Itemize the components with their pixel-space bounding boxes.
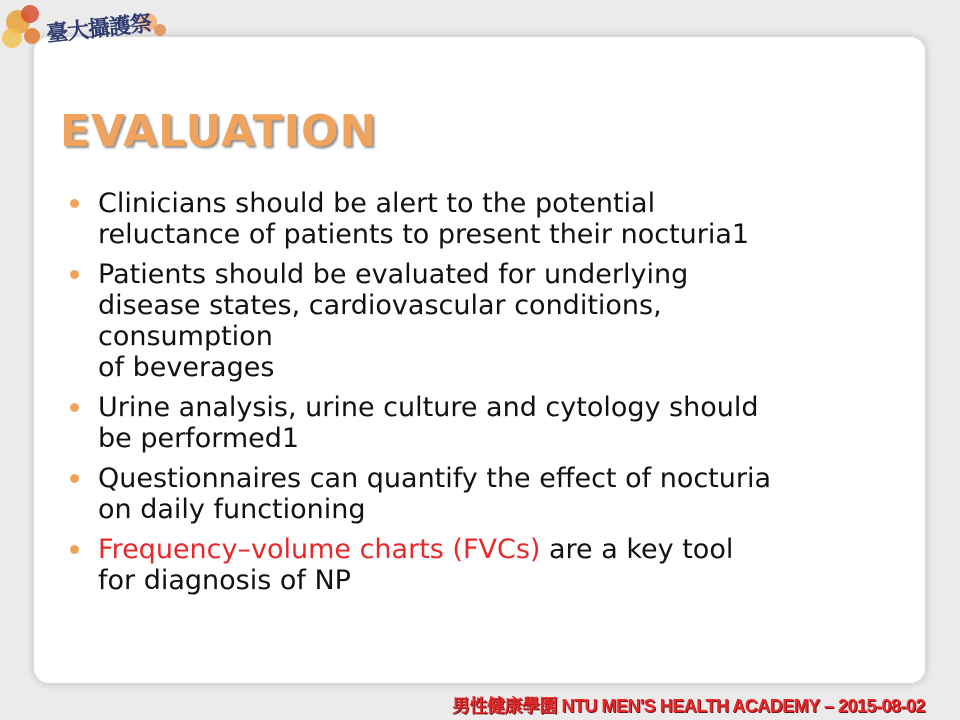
bullet-item (70, 188, 910, 250)
bullet-dot-icon (70, 474, 79, 483)
bullet-item (70, 463, 910, 525)
bullet-line: Patients should be evaluated for underlying (98, 259, 689, 290)
footer-banner: 男性健康學園 NTU MEN'S HEALTH ACADEMY – 2015-08-02 (452, 696, 926, 716)
bullet-list (70, 188, 910, 605)
slide-title: EVALUATION (60, 106, 378, 157)
bullet-line: Clinicians should be alert to the potential (98, 188, 656, 219)
bullet-line: be performed1 (98, 423, 300, 454)
bullet-dot-icon (70, 545, 79, 554)
bullet-line: disease states, cardiovascular conditions, (98, 290, 662, 321)
bullet-item (70, 392, 910, 454)
bullet-line: on daily functioning (98, 494, 366, 525)
logo-text: 臺大攝護祭 (45, 10, 153, 48)
bullet-dot-icon (70, 199, 79, 208)
bullet-line: consumption (98, 321, 273, 352)
bullet-line (98, 534, 910, 565)
bullet-item (70, 534, 910, 596)
bullet-line: Questionnaires can quantify the effect of nocturia (98, 463, 772, 494)
bullet-dot-icon (70, 403, 79, 412)
bullet-line: of beverages (98, 352, 275, 383)
bullet-line: for diagnosis of NP (98, 565, 351, 596)
bullet-item (70, 259, 910, 383)
highlighted-term: Frequency–volume charts (FVCs) (98, 534, 541, 565)
bullet-text: are a key tool (540, 534, 734, 565)
bullet-dot-icon (70, 270, 79, 279)
bullet-line: reluctance of patients to present their nocturia1 (98, 219, 750, 250)
bullet-line: Urine analysis, urine culture and cytology should (98, 392, 759, 423)
logo (0, 0, 170, 64)
